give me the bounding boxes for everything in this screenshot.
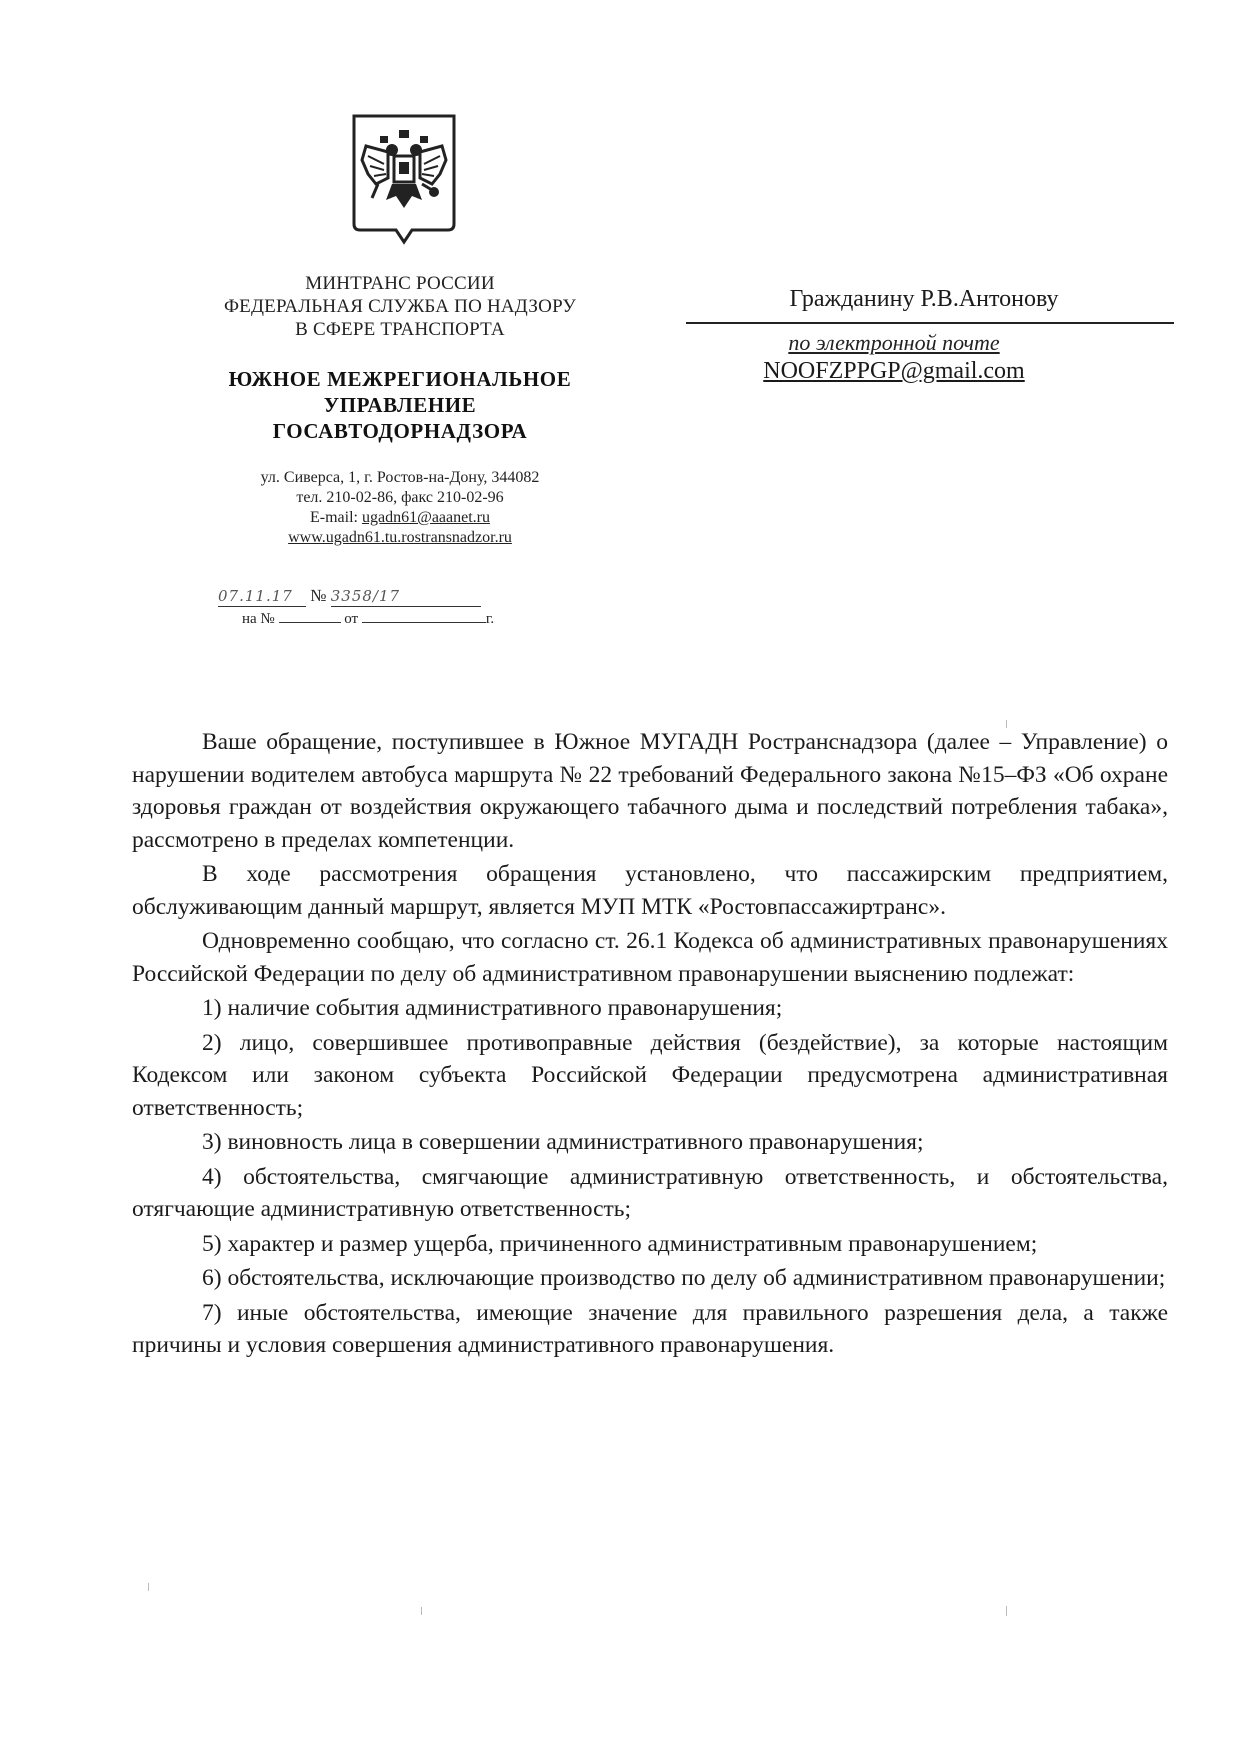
- reply-number-blank: [279, 611, 341, 623]
- list-item: 3) виновность лица в совершении административного правонарушения;: [202, 1129, 924, 1155]
- russian-coat-of-arms-icon: [348, 112, 460, 246]
- addressee-email-link[interactable]: NOOFZPPGP@gmail.com: [763, 358, 1025, 384]
- body-paragraph: Одновременно сообщаю, что согласно ст. 26.1 Кодекса об административных правонарушениях Российской Федерации по делу об административном правонарушении выяснению подлежат:: [132, 928, 1168, 987]
- sender-phones: тел. 210-02-86, факс 210-02-96: [296, 489, 504, 506]
- sender-email-line: E-mail: ugadn61@aaanet.ru: [310, 509, 490, 526]
- scan-artifact: [148, 1583, 149, 1591]
- list-item: 2) лицо, совершившее противоправные действия (бездействие), за которые настоящим Кодексом или законом субъекта Российской Федерации предусмотрена административная ответственность;: [132, 1029, 1168, 1121]
- addressee-name: Гражданину Р.В.Антонову: [789, 286, 1059, 312]
- scan-artifact: [1006, 1606, 1007, 1616]
- scan-artifact: [421, 1607, 422, 1615]
- scan-artifact: [1006, 720, 1007, 728]
- list-item: 4) обстоятельства, смягчающие административную ответственность, и обстоятельства, отягчающие административную ответственность;: [132, 1163, 1168, 1222]
- list-item: 1) наличие события административного правонарушения;: [202, 995, 783, 1021]
- registration-number: 3358/17: [330, 587, 401, 605]
- reply-reference: на № от г.: [242, 611, 495, 627]
- sender-letterhead: [180, 272, 620, 548]
- addressee-block: [684, 284, 1164, 316]
- sender-contacts: [180, 468, 620, 548]
- delivery-method: по электронной почте: [788, 330, 1000, 355]
- sender-email-link[interactable]: ugadn61@aaanet.ru: [361, 509, 490, 526]
- ministry-name: МИНТРАНС РОССИИ ФЕДЕРАЛЬНАЯ СЛУЖБА ПО НАДЗОРУ В СФЕРЕ ТРАНСПОРТА: [223, 273, 577, 340]
- reply-date-blank: [362, 611, 486, 623]
- addressee-divider: [686, 322, 1174, 324]
- registration-date: 07.11.17: [218, 587, 293, 605]
- sender-address: ул. Сиверса, 1, г. Ростов-на-Дону, 344082: [260, 469, 540, 486]
- outgoing-registration: 07.11.17 № 3358/17: [218, 586, 598, 607]
- body-paragraph: Ваше обращение, поступившее в Южное МУГАДН Ространснадзора (далее – Управление) о нарушении водителем автобуса маршрута № 22 требований Федерального закона №15–ФЗ «Об охране здоровья граждан от воздействия окружающего табачного дыма и последствий потребления табака», рассмотрено в пределах компетенции.: [132, 729, 1168, 853]
- organization-name: ЮЖНОЕ МЕЖРЕГИОНАЛЬНОЕ УПРАВЛЕНИЕ ГОСАВТОДОРНАДЗОРА: [228, 367, 572, 443]
- body-paragraph: В ходе рассмотрения обращения установлено, что пассажирским предприятием, обслуживающим данный маршрут, является МУП МТК «Ростовпассажиртранс».: [132, 861, 1168, 920]
- list-item: 6) обстоятельства, исключающие производство по делу об административном правонарушении;: [202, 1265, 1166, 1291]
- list-item: 7) иные обстоятельства, имеющие значение для правильного разрешения дела, а также причины и условия совершения административного правонарушения.: [132, 1299, 1168, 1358]
- sender-website-link[interactable]: www.ugadn61.tu.rostransnadzor.ru: [288, 529, 512, 546]
- letter-body: [132, 726, 1168, 1364]
- list-item: 5) характер и размер ущерба, причиненного административным правонарушением;: [202, 1230, 1038, 1257]
